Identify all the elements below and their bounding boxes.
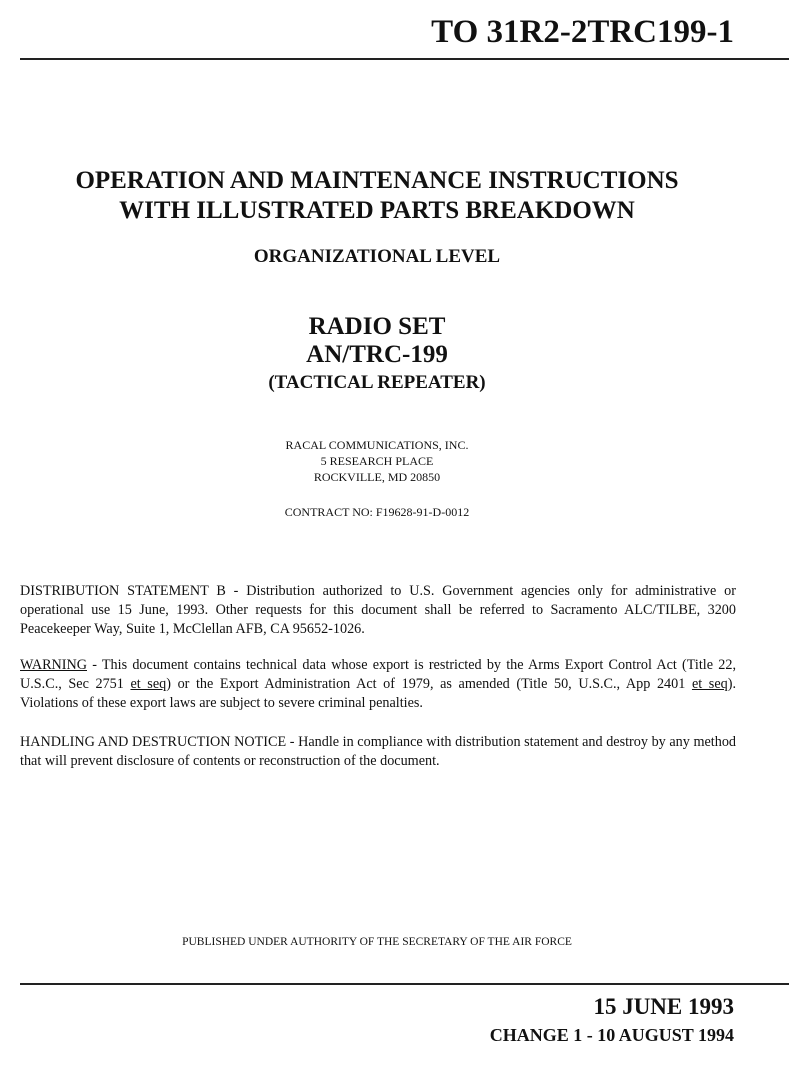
warning-et-seq-2: et seq: [691, 676, 728, 692]
contract-number: CONTRACT NO: F19628-91-D-0012: [284, 505, 470, 519]
contractor-name: RACAL COMMUNICATIONS, INC.: [285, 438, 469, 452]
handling-text: - Handle in compliance with distribution statement and destroy by any method that will prevent disclosure of contents or reconstruction of the document.: [20, 734, 737, 769]
handling-notice: [20, 733, 736, 771]
warning-et-seq-1: et seq: [130, 676, 167, 692]
publishing-authority: PUBLISHED UNDER AUTHORITY OF THE SECRETARY OF THE AIR FORCE: [182, 936, 572, 948]
equipment-line-1: RADIO SET: [308, 313, 446, 340]
distribution-label: DISTRIBUTION STATEMENT B: [20, 583, 226, 599]
title-line-2: WITH ILLUSTRATED PARTS BREAKDOWN: [119, 197, 635, 224]
contractor-address-1: 5 RESEARCH PLACE: [320, 454, 434, 468]
handling-label: HANDLING AND DESTRUCTION NOTICE: [20, 734, 287, 750]
publication-date: 15 JUNE 1993: [593, 994, 734, 1019]
equipment-subtitle: (TACTICAL REPEATER): [268, 372, 486, 393]
distribution-statement: [20, 582, 736, 639]
distribution-text: - Distribution authorized to U.S. Government agencies only for administrative or operational use 15 June, 1993. Other requests for this document shall be referred to Sacramento ALC/TILBE, 3200 Peacekeeper Way, Suite 1, McClellan AFB, CA 95652-1026.: [20, 583, 736, 637]
title-line-1: OPERATION AND MAINTENANCE INSTRUCTIONS: [75, 167, 679, 194]
maintenance-level: ORGANIZATIONAL LEVEL: [253, 246, 501, 267]
warning-label: WARNING: [20, 657, 87, 673]
equipment-line-2: AN/TRC-199: [306, 341, 448, 368]
change-notice: CHANGE 1 - 10 AUGUST 1994: [489, 1025, 734, 1045]
bottom-divider: [20, 983, 789, 985]
warning-text-c: ). Violations of these export laws are subject to severe criminal penalties.: [20, 676, 736, 711]
equipment-name: [0, 313, 754, 369]
warning-text-a: - This document contains technical data whose export is restricted by the Arms Export Control Act (Title 22, U.S.C., Sec 2751: [20, 657, 736, 692]
document-title: [0, 166, 754, 226]
warning-statement: [20, 656, 736, 713]
warning-text-b: ) or the Export Administration Act of 1979, as amended (Title 50, U.S.C., App 2401: [166, 676, 692, 692]
contractor-block: [0, 437, 754, 485]
technical-order-number: TO 31R2-2TRC199-1: [431, 14, 734, 50]
contractor-address-2: ROCKVILLE, MD 20850: [313, 470, 441, 484]
top-divider: [20, 58, 789, 60]
